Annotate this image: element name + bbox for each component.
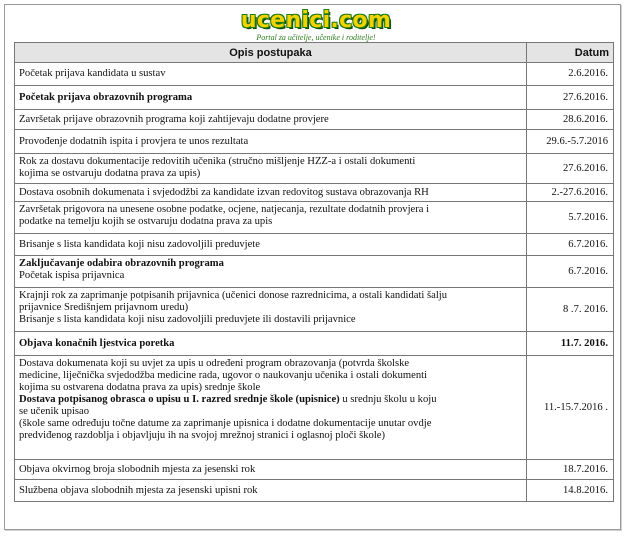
description-line: Objava konačnih ljestvica poretka — [19, 337, 175, 349]
table-row — [15, 288, 614, 332]
row-date: 8 .7. 2016. — [527, 288, 614, 332]
table-row — [15, 63, 614, 86]
description-line: Dostava dokumenata koji su uvjet za upis u određeni program obrazovanja (potvrda školske — [19, 358, 410, 369]
description-line: kojima se ostvaruju dodatna prava za upis) — [19, 168, 201, 179]
description-line: se učenik upisao — [19, 406, 90, 417]
table-row — [15, 332, 614, 356]
description-line: medicine, liječnička svjedodžba medicine rada, ugovor o naukovanju učenika i ostali dokumenti — [19, 370, 428, 381]
row-description — [15, 110, 527, 130]
row-description — [15, 234, 527, 256]
description-line: Početak prijava obrazovnih programa — [19, 91, 193, 103]
logo-name: ucenici.com — [240, 8, 392, 33]
row-date: 14.8.2016. — [527, 480, 614, 502]
row-description — [15, 154, 527, 184]
row-date: 27.6.2016. — [527, 86, 614, 110]
table-row — [15, 480, 614, 502]
row-date: 2.6.2016. — [527, 63, 614, 86]
description-line: podatke na temelju kojih se ostvaruju dodatna prava za upis — [19, 216, 273, 227]
table-row — [15, 130, 614, 154]
description-line: Brisanje s lista kandidata koji nisu zadovoljili preduvjete — [19, 238, 260, 250]
row-date: 11.-15.7.2016 . — [527, 356, 614, 460]
description-line-mixed — [19, 394, 522, 406]
row-date: 29.6.-5.7.2016 — [527, 130, 614, 154]
description-line: Zaključavanje odabira obrazovnih programa — [19, 258, 224, 269]
row-description — [15, 202, 527, 234]
description-bold-text: Dostava potpisanog obrasca o upisu u I. razred srednje škole (upisnice) — [19, 394, 340, 405]
logo-tagline: Portal za učitelje, učenike i roditelje! — [256, 33, 376, 42]
table-header-row — [15, 43, 614, 63]
row-date: 5.7.2016. — [527, 202, 614, 234]
description-line: prijavnice Središnjem prijavnom uredu) — [19, 302, 189, 313]
row-date: 18.7.2016. — [527, 460, 614, 480]
row-description — [15, 288, 527, 332]
description-line: Brisanje s lista kandidata koji nisu zadovoljili preduvjete ili dostavili prijavnice — [19, 314, 356, 325]
table-row — [15, 110, 614, 130]
table-row — [15, 356, 614, 460]
description-line: Završetak prigovora na unesene osobne podatke, ocjene, natjecanja, rezultate dodatnih provjera i — [19, 204, 430, 215]
row-date: 2.-27.6.2016. — [527, 184, 614, 202]
row-date: 11.7. 2016. — [527, 332, 614, 356]
description-line: Početak ispisa prijavnica — [19, 270, 125, 281]
description-line: Početak prijava kandidata u sustav — [19, 68, 166, 79]
row-date: 6.7.2016. — [527, 256, 614, 288]
description-line: Provođenje dodatnih ispita i provjera te unos rezultata — [19, 135, 249, 147]
row-description — [15, 184, 527, 202]
description-line: kojima su ostvarena dodatna prava za upis) srednje škole — [19, 382, 261, 393]
site-logo[interactable] — [236, 10, 396, 44]
row-description — [15, 332, 527, 356]
table-row — [15, 184, 614, 202]
row-date: 6.7.2016. — [527, 234, 614, 256]
column-header-date: Datum — [527, 43, 614, 63]
description-line: Službena objava slobodnih mjesta za jesenski upisni rok — [19, 484, 258, 496]
description-line: Krajnji rok za zaprimanje potpisanih prijavnica (učenici donose razrednicima, a ostali kandidati šalju — [19, 290, 448, 301]
description-line: Završetak prijave obrazovnih programa koji zahtijevaju dodatne provjere — [19, 113, 329, 125]
row-date: 27.6.2016. — [527, 154, 614, 184]
description-line: (škole same određuju točne datume za zaprimanje upisnica i dodatne dokumentacije unutar ovdje — [19, 418, 432, 429]
description-line: predviđenog razdoblja i objavljuju ih na svojoj mrežnoj stranici i oglasnoj ploči škole) — [19, 430, 385, 441]
description-bold-tail: u srednju školu u koju — [339, 394, 437, 405]
row-description — [15, 130, 527, 154]
row-description — [15, 356, 527, 460]
row-description — [15, 480, 527, 502]
table-row — [15, 256, 614, 288]
table-row — [15, 86, 614, 110]
table-row — [15, 460, 614, 480]
description-line: Objava okvirnog broja slobodnih mjesta za jesenski rok — [19, 463, 256, 475]
table-row — [15, 154, 614, 184]
table-row — [15, 202, 614, 234]
row-description — [15, 63, 527, 86]
table-row — [15, 234, 614, 256]
row-description — [15, 86, 527, 110]
row-description — [15, 460, 527, 480]
row-date: 28.6.2016. — [527, 110, 614, 130]
enrollment-schedule-table — [14, 42, 614, 502]
row-description — [15, 256, 527, 288]
description-line: Rok za dostavu dokumentacije redovitih učenika (stručno mišljenje HZZ-a i ostali dokumenti — [19, 156, 416, 167]
column-header-description: Opis postupaka — [15, 43, 527, 63]
description-line: Dostava osobnih dokumenata i svjedodžbi za kandidate izvan redovitog sustava obrazovanja RH — [19, 186, 429, 198]
